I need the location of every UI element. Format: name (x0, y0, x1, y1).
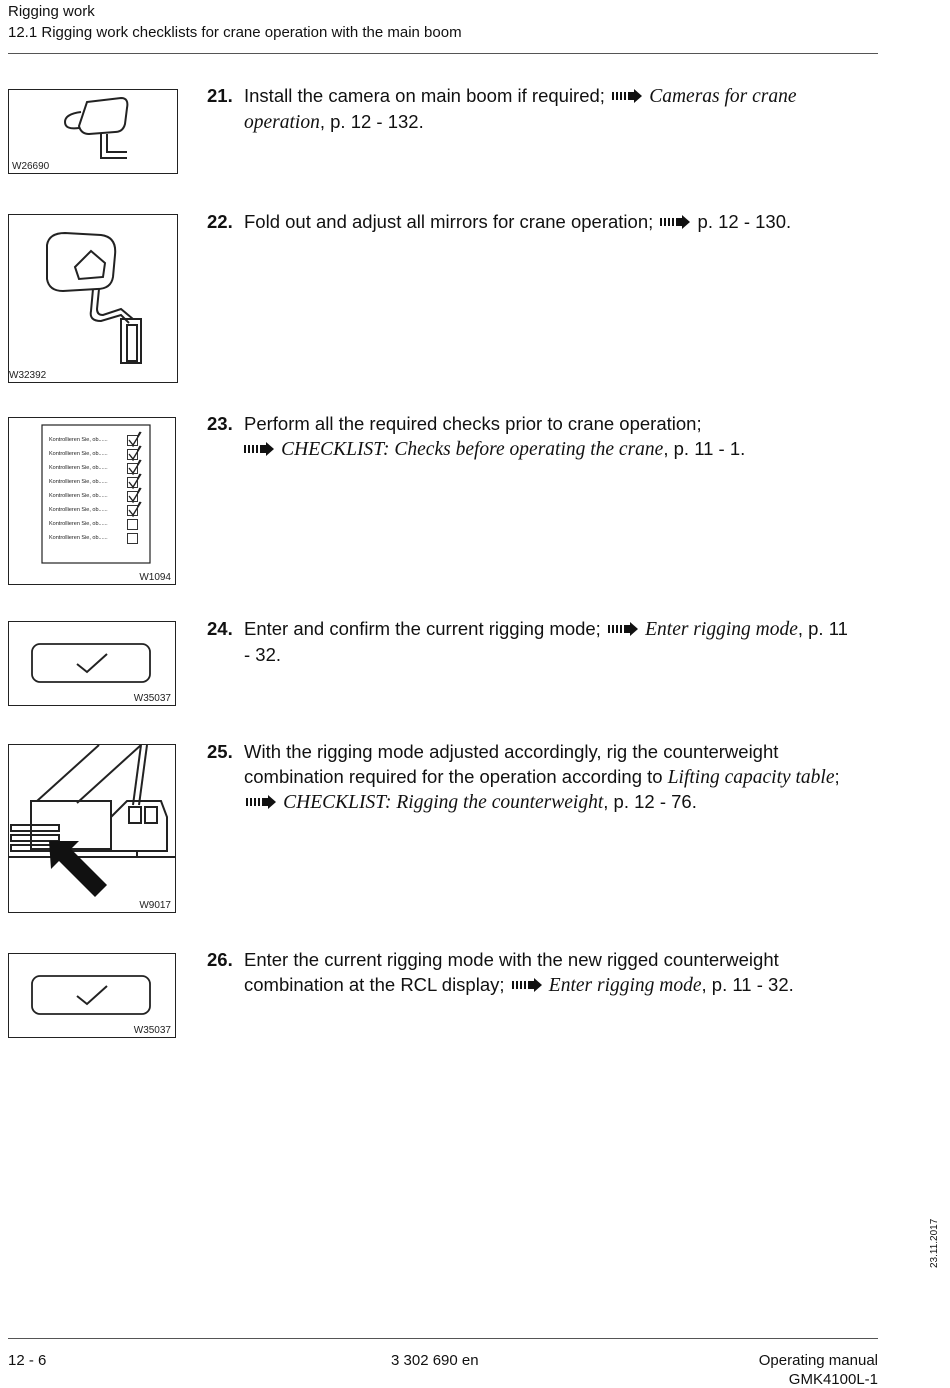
checklist-row: Kontrollieren Sie, ob...... (49, 479, 108, 485)
checkbox (127, 491, 138, 502)
page-reference: , p. 12 - 76. (603, 791, 697, 812)
cross-reference-link[interactable]: Enter rigging mode (645, 619, 798, 640)
footer-rule (8, 1338, 878, 1339)
checkbox (127, 519, 138, 530)
step-number: 26. (207, 949, 233, 970)
reference-arrow-icon (612, 89, 642, 103)
chapter-title: Rigging work (8, 3, 95, 20)
page-reference: , p. 11 - 1. (663, 437, 746, 459)
cross-reference-link[interactable]: Cameras for crane operation (244, 86, 797, 133)
figure-code: W35037 (133, 1025, 171, 1036)
checkbox (127, 463, 138, 474)
page-reference: , p. 11 - 32. (701, 973, 794, 995)
reference-arrow-icon (512, 978, 542, 992)
header-rule (8, 53, 878, 54)
step-21 (207, 84, 857, 133)
checklist-row: Kontrollieren Sie, ob...... (49, 493, 108, 499)
figure-code: W35037 (133, 693, 171, 704)
step-number: 21. (207, 85, 233, 106)
figure-checklist (8, 417, 176, 585)
step-number: 25. (207, 741, 233, 762)
checkbox (127, 533, 138, 544)
figure-confirm-button (8, 953, 176, 1038)
checkbox (127, 435, 138, 446)
step-24 (207, 617, 857, 665)
checklist-row: Kontrollieren Sie, ob...... (49, 507, 108, 513)
figure-camera (8, 89, 178, 174)
revision-date: 23.11.2017 (929, 1218, 940, 1268)
step-text: Enter and confirm the current rigging mode; (244, 618, 601, 639)
checklist-row: Kontrollieren Sie, ob...... (49, 521, 108, 527)
cross-reference-link[interactable]: CHECKLIST: Rigging the counterweight (283, 792, 604, 813)
model-name: GMK4100L-1 (788, 1371, 878, 1388)
step-23 (207, 412, 857, 460)
figure-counterweight (8, 744, 176, 913)
step-text: Enter the current rigging mode with the new rigged counterweight combination at the RCL display; (244, 949, 779, 995)
step-number: 24. (207, 618, 233, 639)
checkbox (127, 505, 138, 516)
reference-arrow-icon (244, 442, 274, 456)
figure-code: W1094 (139, 572, 171, 583)
page-number: 12 - 6 (8, 1352, 47, 1369)
step-22 (207, 210, 857, 235)
step-25 (207, 740, 857, 813)
cross-reference-link[interactable]: Lifting capacity table (667, 766, 835, 788)
checklist-row: Kontrollieren Sie, ob...... (49, 535, 108, 541)
checkbox (127, 477, 138, 488)
checklist-row: Kontrollieren Sie, ob...... (49, 465, 108, 471)
checkbox (127, 449, 138, 460)
cross-reference-link[interactable]: Enter rigging mode (548, 974, 702, 996)
step-number: 23. (207, 413, 233, 434)
separator: ; (834, 765, 840, 787)
step-text: With the rigging mode adjusted accordingly, rig the counterweight combination required for the operation according to (244, 741, 779, 787)
document-number: 3 302 690 en (391, 1352, 479, 1369)
reference-arrow-icon (660, 215, 690, 229)
cross-reference-link[interactable]: CHECKLIST: Checks before operating the crane (281, 438, 664, 460)
figure-confirm-button (8, 621, 176, 706)
counterweight-icon (9, 745, 175, 912)
reference-arrow-icon (608, 622, 638, 636)
section-title: 12.1 Rigging work checklists for crane operation with the main boom (8, 24, 462, 41)
figure-mirror (8, 214, 178, 383)
step-text: Fold out and adjust all mirrors for crane operation; (244, 211, 654, 232)
manual-title: Operating manual (758, 1352, 878, 1369)
step-number: 22. (207, 211, 233, 232)
figure-code: W32392 (9, 370, 47, 381)
page-reference[interactable]: p. 12 - 130. (692, 211, 792, 232)
mirror-icon (9, 215, 177, 382)
checklist-row: Kontrollieren Sie, ob...... (49, 451, 108, 457)
page-reference: , p. 12 - 132. (319, 110, 424, 132)
step-text: Perform all the required checks prior to crane operation; (244, 413, 702, 434)
step-26 (207, 948, 857, 996)
reference-arrow-icon (246, 795, 276, 809)
page-reference: , p. 11 - 32. (244, 618, 848, 665)
step-text: Install the camera on main boom if required; (244, 85, 605, 106)
figure-code: W9017 (139, 900, 171, 911)
figure-code: W26690 (12, 161, 50, 172)
checklist-row: Kontrollieren Sie, ob...... (49, 437, 108, 443)
